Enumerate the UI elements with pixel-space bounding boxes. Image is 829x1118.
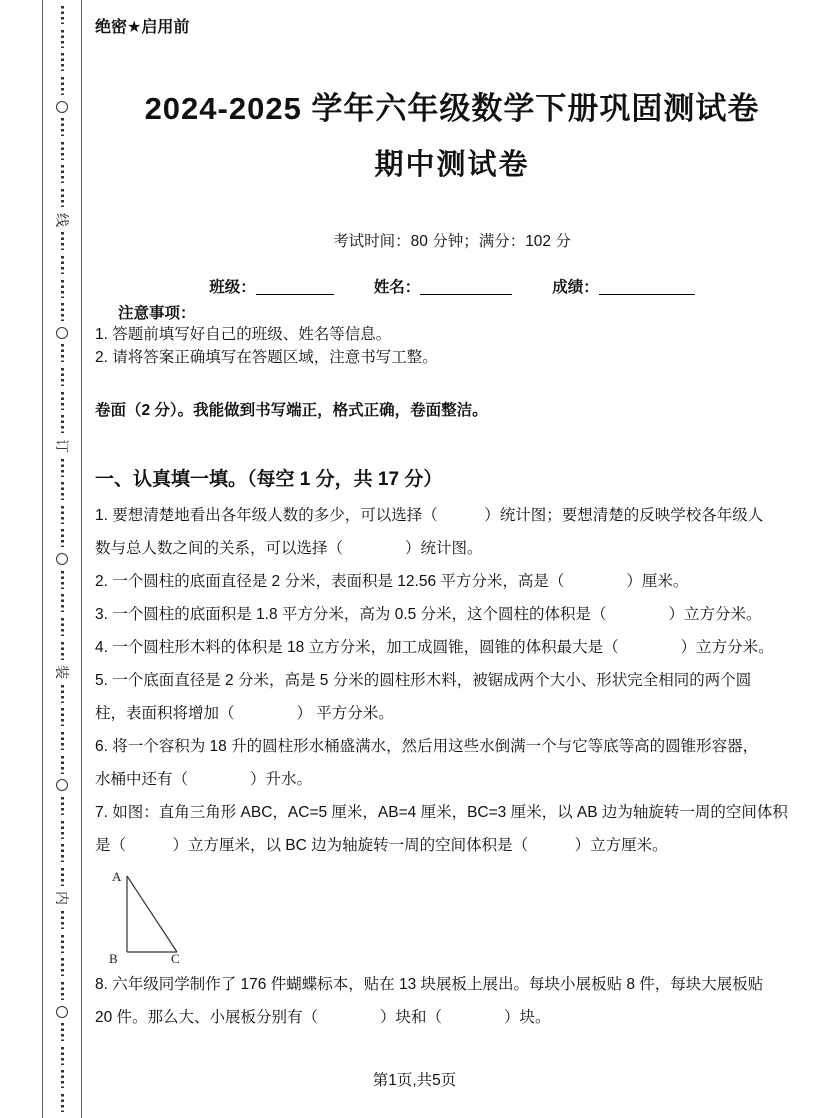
- binding-dots: [61, 1047, 64, 1065]
- binding-dots: [61, 415, 64, 433]
- vertex-label-c: C: [171, 951, 180, 966]
- binding-dots: [61, 30, 64, 48]
- name-field-blank: [420, 280, 512, 295]
- question-6-line-2: 水桶中还有（ ）升水。: [95, 771, 313, 788]
- binding-dots: [61, 756, 64, 774]
- binding-dots: [61, 1023, 64, 1041]
- question-8-line-2: 20 件。那么大、小展板分别有（ ）块和（ ）块。: [95, 1009, 551, 1026]
- question-5-line-1: 5. 一个底面直径是 2 分米，高是 5 分米的圆柱形木料，被锯成两个大小、形状完全相同的两个圆: [95, 672, 752, 689]
- triangle-figure: [99, 864, 191, 968]
- question-list: [95, 499, 809, 1034]
- binding-dots: [61, 642, 64, 660]
- question-4: 4. 一个圆柱形木料的体积是 18 立方分米，加工成圆锥，圆锥的体积最大是（ ）立方分米。: [95, 639, 774, 656]
- punch-hole-icon: [56, 1006, 68, 1018]
- question-7-line-1: 7. 如图：直角三角形 ABC，AC=5 厘米，AB=4 厘米，BC=3 厘米，以 AB 边为轴旋转一周的空间体积: [95, 804, 788, 821]
- punch-hole-icon: [56, 553, 68, 565]
- binding-strip: [42, 0, 82, 1118]
- secret-label: 绝密★启用前: [95, 19, 190, 36]
- binding-dots: [61, 618, 64, 636]
- binding-dots: [61, 844, 64, 862]
- page-number: 第1页,共5页: [372, 1072, 457, 1089]
- score-field-blank: [599, 280, 695, 295]
- question-2: 2. 一个圆柱的底面直径是 2 分米，表面积是 12.56 平方分米，高是（ ）厘米。: [95, 573, 689, 590]
- question-1-line-2: 数与总人数之间的关系，可以选择（ ）统计图。: [95, 540, 483, 557]
- notice-item-1: 1. 答题前填写好自己的班级、姓名等信息。: [95, 326, 392, 343]
- binding-dots: [61, 142, 64, 160]
- punch-hole-icon: [56, 327, 68, 339]
- question-6-line-1: 6. 将一个容积为 18 升的圆柱形水桶盛满水，然后用这些水倒满一个与它等底等高的圆锥形容器，: [95, 738, 759, 755]
- binding-dots: [61, 77, 64, 95]
- score-field-label: 成绩：: [552, 279, 599, 296]
- student-info-row: [95, 275, 809, 297]
- binding-dots: [61, 571, 64, 589]
- binding-dots: [61, 868, 64, 886]
- binding-dots: [61, 392, 64, 410]
- question-7-line-2: 是（ ）立方厘米，以 BC 边为轴旋转一周的空间体积是（ ）立方厘米。: [95, 837, 668, 854]
- name-field: [374, 275, 513, 297]
- section1-heading: 一、认真填一填。（每空 1 分，共 17 分）: [95, 469, 443, 490]
- question-8-line-1: 8. 六年级同学制作了 176 件蝴蝶标本，贴在 13 块展板上展出。每块小展板贴 8 件，每块大展板贴: [95, 976, 764, 993]
- binding-dots: [61, 368, 64, 386]
- punch-hole-icon: [56, 779, 68, 791]
- paper-subtitle: 期中测试卷: [374, 149, 530, 181]
- binding-dots: [61, 459, 64, 477]
- binding-dots: [61, 958, 64, 976]
- binding-dots: [61, 529, 64, 547]
- binding-char: 订: [54, 438, 70, 453]
- class-field: [209, 275, 334, 297]
- binding-dots: [61, 821, 64, 839]
- neatness-note: 卷面（2 分）。我能做到书写端正，格式正确，卷面整洁。: [95, 402, 488, 419]
- question-1-line-1: 1. 要想清楚地看出各年级人数的多少，可以选择（ ）统计图；要想清楚的反映学校各年级人: [95, 507, 764, 524]
- binding-dots: [61, 482, 64, 500]
- binding-dots: [61, 189, 64, 207]
- binding-char: 内: [54, 891, 70, 906]
- binding-char: 线: [54, 212, 70, 227]
- notice-heading: 注意事项：: [118, 305, 196, 322]
- binding-dots: [61, 982, 64, 1000]
- right-triangle-diagram: [99, 864, 809, 968]
- binding-dots: [61, 594, 64, 612]
- question-3: 3. 一个圆柱的底面积是 1.8 平方分米，高为 0.5 分米，这个圆柱的体积是（ ）立方分米。: [95, 606, 762, 623]
- binding-dots: [61, 1094, 64, 1112]
- binding-dots: [61, 911, 64, 929]
- binding-char: 装: [54, 665, 70, 680]
- binding-dots: [61, 344, 64, 362]
- binding-dots: [61, 6, 64, 24]
- binding-dots: [61, 165, 64, 183]
- score-field: [552, 275, 695, 297]
- triangle-side-ac: [127, 876, 177, 952]
- binding-dots: [61, 303, 64, 321]
- binding-dots: [61, 685, 64, 703]
- class-field-label: 班级：: [209, 279, 256, 296]
- binding-dots: [61, 256, 64, 274]
- binding-dots: [61, 232, 64, 250]
- binding-dots: [61, 280, 64, 298]
- binding-dots: [61, 708, 64, 726]
- binding-dots: [61, 732, 64, 750]
- question-5-line-2: 柱，表面积将增加（ ） 平方分米。: [95, 705, 394, 722]
- binding-dots: [61, 118, 64, 136]
- notice-item-2: 2. 请将答案正确填写在答题区域，注意书写工整。: [95, 349, 438, 366]
- paper-title: 2024-2025 学年六年级数学下册巩固测试卷: [144, 91, 760, 126]
- binding-dots: [61, 797, 64, 815]
- paper-content: [82, 0, 829, 1118]
- name-field-label: 姓名：: [373, 279, 421, 296]
- class-field-blank: [256, 280, 334, 295]
- exam-info: 考试时间：80 分钟；满分：102 分: [333, 233, 571, 250]
- binding-dots: [61, 53, 64, 71]
- punch-hole-icon: [56, 101, 68, 113]
- vertex-label-a: A: [112, 869, 122, 884]
- binding-dots: [61, 935, 64, 953]
- vertex-label-b: B: [109, 951, 118, 966]
- binding-dots: [61, 506, 64, 524]
